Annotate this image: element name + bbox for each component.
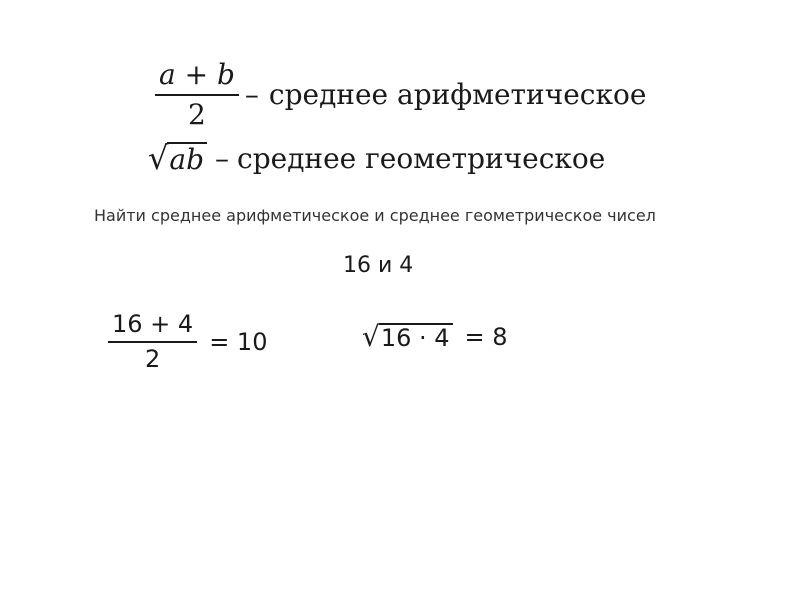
radical-sign-icon: √ — [148, 139, 169, 178]
task-numbers: 16 и 4 — [343, 253, 414, 278]
arithmetic-mean-label: среднее арифметическое — [268, 78, 647, 111]
fraction-denominator: 2 — [144, 345, 161, 373]
result-root — [362, 320, 453, 353]
geometric-mean-label: среднее геометрическое — [237, 142, 606, 175]
definition-dash: – — [215, 142, 230, 175]
radicand: ab — [167, 142, 207, 174]
result-fraction — [108, 310, 197, 373]
arithmetic-mean-definition — [155, 58, 646, 131]
fraction-numerator: a + b — [159, 58, 235, 91]
radicand: 16 · 4 — [379, 323, 453, 351]
arithmetic-mean-result — [108, 310, 267, 373]
arithmetic-mean-fraction — [155, 58, 239, 131]
radical-sign-icon: √ — [362, 320, 380, 353]
result-equals: = 8 — [464, 323, 508, 352]
fraction-denominator: 2 — [188, 98, 206, 131]
fraction-numerator: 16 + 4 — [112, 310, 194, 338]
result-equals: = 10 — [209, 327, 268, 356]
definition-dash: – — [244, 78, 259, 111]
geometric-mean-result — [362, 320, 508, 353]
geometric-mean-definition — [148, 139, 606, 178]
geometric-mean-root — [148, 139, 207, 178]
task-statement: Найти среднее арифметическое и среднее геометрическое чисел — [94, 206, 656, 225]
